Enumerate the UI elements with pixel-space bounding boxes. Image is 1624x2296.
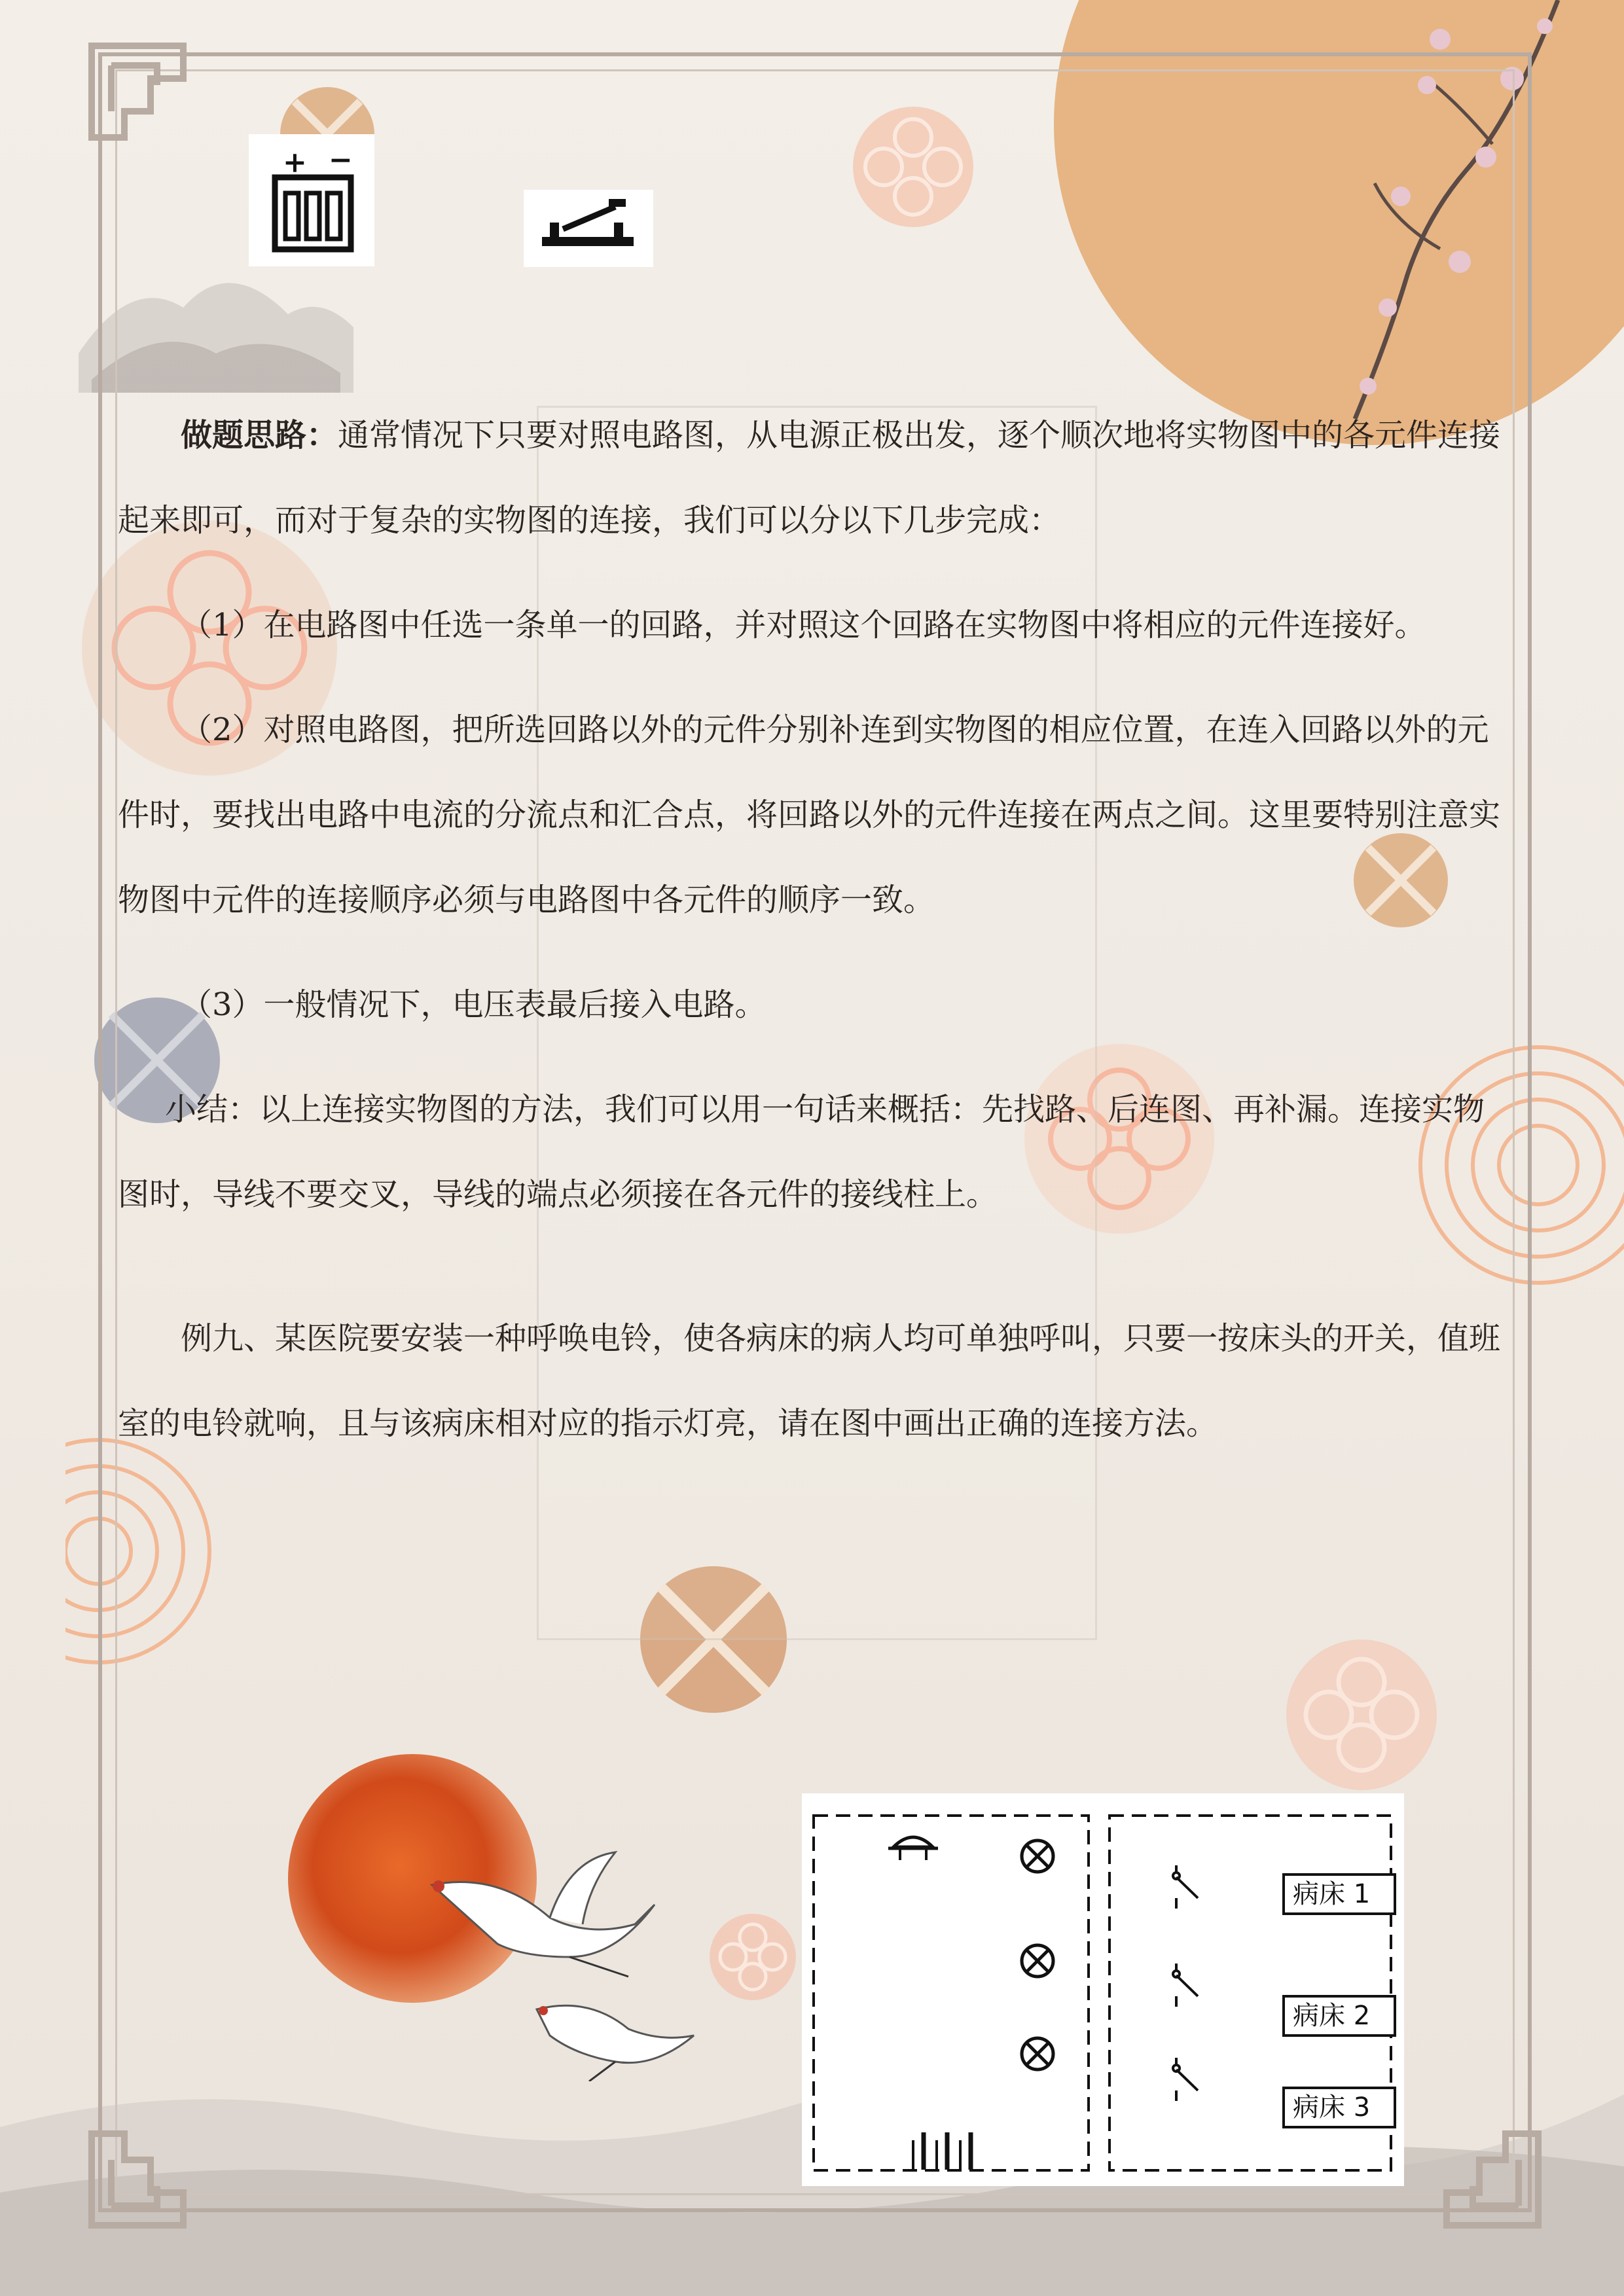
battery-plus-sign: + [283,146,307,179]
bed-label-2: 病床 2 [1293,2001,1371,2031]
corner-ornament-top-left [85,39,190,144]
paragraph-summary: 小结：以上连接实物图的方法，我们可以用一句话来概括：先找路、后连图、再补漏。连接实物图时，导线不要交叉，导线的端点必须接在各元件的接线柱上。 [118,1091,1485,1213]
battery-icon [249,134,374,266]
spacer [118,1237,1506,1296]
bell-icon [888,1837,938,1860]
spacer [118,942,1506,962]
circuit-figure [802,1793,1404,2186]
spacer [118,1047,1506,1067]
battery-minus-sign: − [329,143,353,177]
switch-icon-2 [1173,1964,1198,2007]
battery-symbol-icon [913,2132,971,2170]
content-text [118,393,1506,1466]
spacer [118,668,1506,687]
bed-label-1: 病床 1 [1293,1879,1371,1909]
knife-switch-icon [524,190,653,267]
paragraph-step1: （1）在电路图中任选一条单一的回路，并对照这个回路在实物图中将相应的元件连接好。 [181,607,1426,643]
paragraph-example: 例九、某医院要安装一种呼唤电铃，使各病床的病人均可单独呼叫，只要一按床头的开关，值班室的电铃就响，且与该病床相对应的指示灯亮，请在图中画出正确的连接方法。 [118,1320,1501,1442]
approach-text: 通常情况下只要对照电路图，从电源正极出发，逐个顺次地将实物图中的各元件连接起来即可，而对于复杂的实物图的连接，我们可以分以下几步完成： [118,417,1501,539]
switch-symbol-box [524,190,653,267]
spacer [118,563,1506,583]
corner-ornament-bottom-left [85,2127,190,2232]
switch-icon-1 [1173,1865,1198,1909]
approach-label: 做题思路： [181,417,338,454]
switch-icon-3 [1173,2058,1198,2101]
paragraph-approach [118,393,1506,563]
corner-ornament-bottom-right [1440,2127,1545,2232]
lamp-icon-3 [1022,2038,1053,2070]
crane-illustration [419,1846,720,2081]
battery-symbol-box [249,134,374,266]
bed-label-3: 病床 3 [1293,2092,1371,2123]
lamp-icon-1 [1022,1840,1053,1872]
lamp-icon-2 [1022,1945,1053,1977]
paragraph-step2: （2）对照电路图，把所选回路以外的元件分别补连到实物图的相应位置，在连入回路以外的元件时，要找出电路中电流的分流点和汇合点，将回路以外的元件连接在两点之间。这里要特别注意实物图中元件的连接顺序必须与电路图中各元件的顺序一致。 [118,711,1501,918]
paragraph-step3: （3）一般情况下，电压表最后接入电路。 [181,986,767,1023]
